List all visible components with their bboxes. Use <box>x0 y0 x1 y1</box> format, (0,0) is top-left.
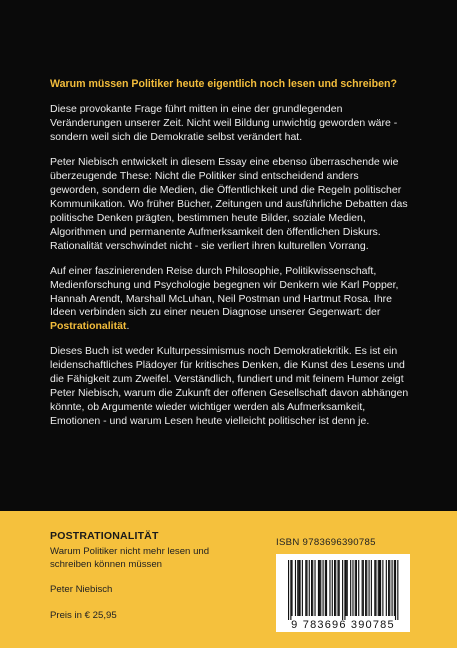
barcode-bars-icon <box>276 554 410 632</box>
barcode-bar <box>335 560 336 616</box>
barcode-bar <box>379 560 380 616</box>
barcode-bar <box>332 560 333 616</box>
barcode-bar <box>318 560 319 616</box>
blurb-paragraph-4: Dieses Buch ist weder Kulturpessimismus noch Demokratiekritik. Es ist ein leidenschaftliches Plädoyer für kritisches Denken, die Kunst des Lesens und die Fähigkeit zum Zweifel. Verständlich, fundiert und mit feinem Humor zeigt Peter Niebisch, warum die Zukunft der offenen Gesellschaft davon abhängen könnte, ob Argumente wieder wichtiger werden als Aufmerksamkeit, Emotionen - und warum Lesen heute vielleicht politischer ist denn je. <box>50 345 409 428</box>
barcode-bar <box>366 560 367 616</box>
barcode-bar <box>300 560 301 616</box>
price: Preis in € 25,95 <box>50 610 117 621</box>
barcode <box>276 554 410 632</box>
barcode-bar <box>347 560 348 616</box>
barcode-bar <box>339 560 340 616</box>
barcode-bar <box>378 560 379 616</box>
author-name: Peter Niebisch <box>50 584 113 595</box>
barcode-bar <box>337 560 338 616</box>
barcode-bar <box>355 560 356 616</box>
barcode-bar <box>365 560 366 616</box>
blurb-paragraph-3-text: Auf einer faszinierenden Reise durch Philosophie, Politikwissenschaft, Medienforschung und Psychologie begegnen wir Denkern wie Karl Popper, Hannah Arendt, Marshall McLuhan, Neil Postman und Hartmut Rosa. Ihre Ideen verbinden sich zu einer neuen Diagnose unserer Gegenwart: der <box>50 264 399 319</box>
barcode-bar <box>320 560 321 616</box>
blurb-paragraph-3 <box>50 265 410 335</box>
book-title: POSTRATIONALITÄT <box>50 530 159 542</box>
barcode-digits: 9 783696 390785 <box>291 619 395 631</box>
barcode-bar <box>395 560 396 620</box>
barcode-bar <box>369 560 370 616</box>
barcode-bar <box>314 560 315 616</box>
barcode-bar <box>295 560 296 616</box>
lead-question: Warum müssen Politiker heute eigentlich noch lesen und schreiben? <box>50 78 397 90</box>
barcode-bar <box>344 560 345 620</box>
barcode-bar <box>374 560 375 616</box>
barcode-bar <box>362 560 363 616</box>
barcode-bar <box>380 560 381 616</box>
barcode-bar <box>312 560 313 616</box>
barcode-bar <box>386 560 387 616</box>
barcode-bar <box>358 560 359 616</box>
barcode-bar <box>363 560 364 616</box>
barcode-bar <box>298 560 299 616</box>
barcode-bar <box>388 560 389 616</box>
barcode-bar <box>334 560 335 616</box>
postrationalitaet-highlight: Postrationalität <box>50 320 127 333</box>
barcode-bar <box>288 560 289 620</box>
barcode-bar <box>397 560 398 620</box>
barcode-bar <box>305 560 306 616</box>
barcode-bar <box>311 560 312 616</box>
barcode-bar <box>342 560 343 620</box>
barcode-bar <box>394 560 395 616</box>
blurb-paragraph-2: Peter Niebisch entwickelt in diesem Essay eine ebenso überraschende wie überzeugende These: Nicht die Politiker sind entscheidend anders geworden, sondern die Medien, die Öffentlichkeit und die Regeln politischer Kommunikation. Wo früher Bücher, Zeitungen und ausführliche Debatten das politische Denken prägten, bestimmen heute Bilder, soziale Medien, Algorithmen und permanente Aufmerksamkeit den öffentlichen Diskurs. Rationalität verschwindet nicht - sie verliert ihren kulturellen Vorrang. <box>50 155 408 252</box>
blurb-paragraph-1: Diese provokante Frage führt mitten in eine der grundlegenden Veränderungen unserer Zeit. Nicht weil Bildung unwichtig geworden wäre - sondern weil sich die Demokratie selbst verändert hat. <box>50 103 398 143</box>
barcode-bar <box>392 560 393 616</box>
barcode-bar <box>309 560 310 616</box>
barcode-bar <box>319 560 320 616</box>
blurb-paragraph-3-end: . <box>126 320 130 333</box>
book-subtitle: Warum Politiker nicht mehr lesen und schreiben können müssen <box>50 546 210 570</box>
barcode-bar <box>302 560 303 616</box>
barcode-bar <box>323 560 324 616</box>
barcode-area <box>276 537 410 644</box>
info-band <box>0 511 457 648</box>
barcode-bar <box>291 560 292 616</box>
barcode-bar <box>352 560 353 616</box>
barcode-bar <box>382 560 383 616</box>
barcode-bar <box>389 560 390 616</box>
barcode-bar <box>346 560 347 616</box>
isbn-label: ISBN 9783696390785 <box>276 537 376 548</box>
barcode-bar <box>297 560 298 616</box>
barcode-bar <box>290 560 291 620</box>
barcode-bar <box>356 560 357 616</box>
barcode-bar <box>306 560 307 616</box>
barcode-bar <box>326 560 327 616</box>
barcode-bar <box>371 560 372 616</box>
barcode-bar <box>375 560 376 616</box>
blurb <box>50 77 410 440</box>
barcode-bar <box>329 560 330 616</box>
barcode-bar <box>325 560 326 616</box>
barcode-bar <box>350 560 351 616</box>
